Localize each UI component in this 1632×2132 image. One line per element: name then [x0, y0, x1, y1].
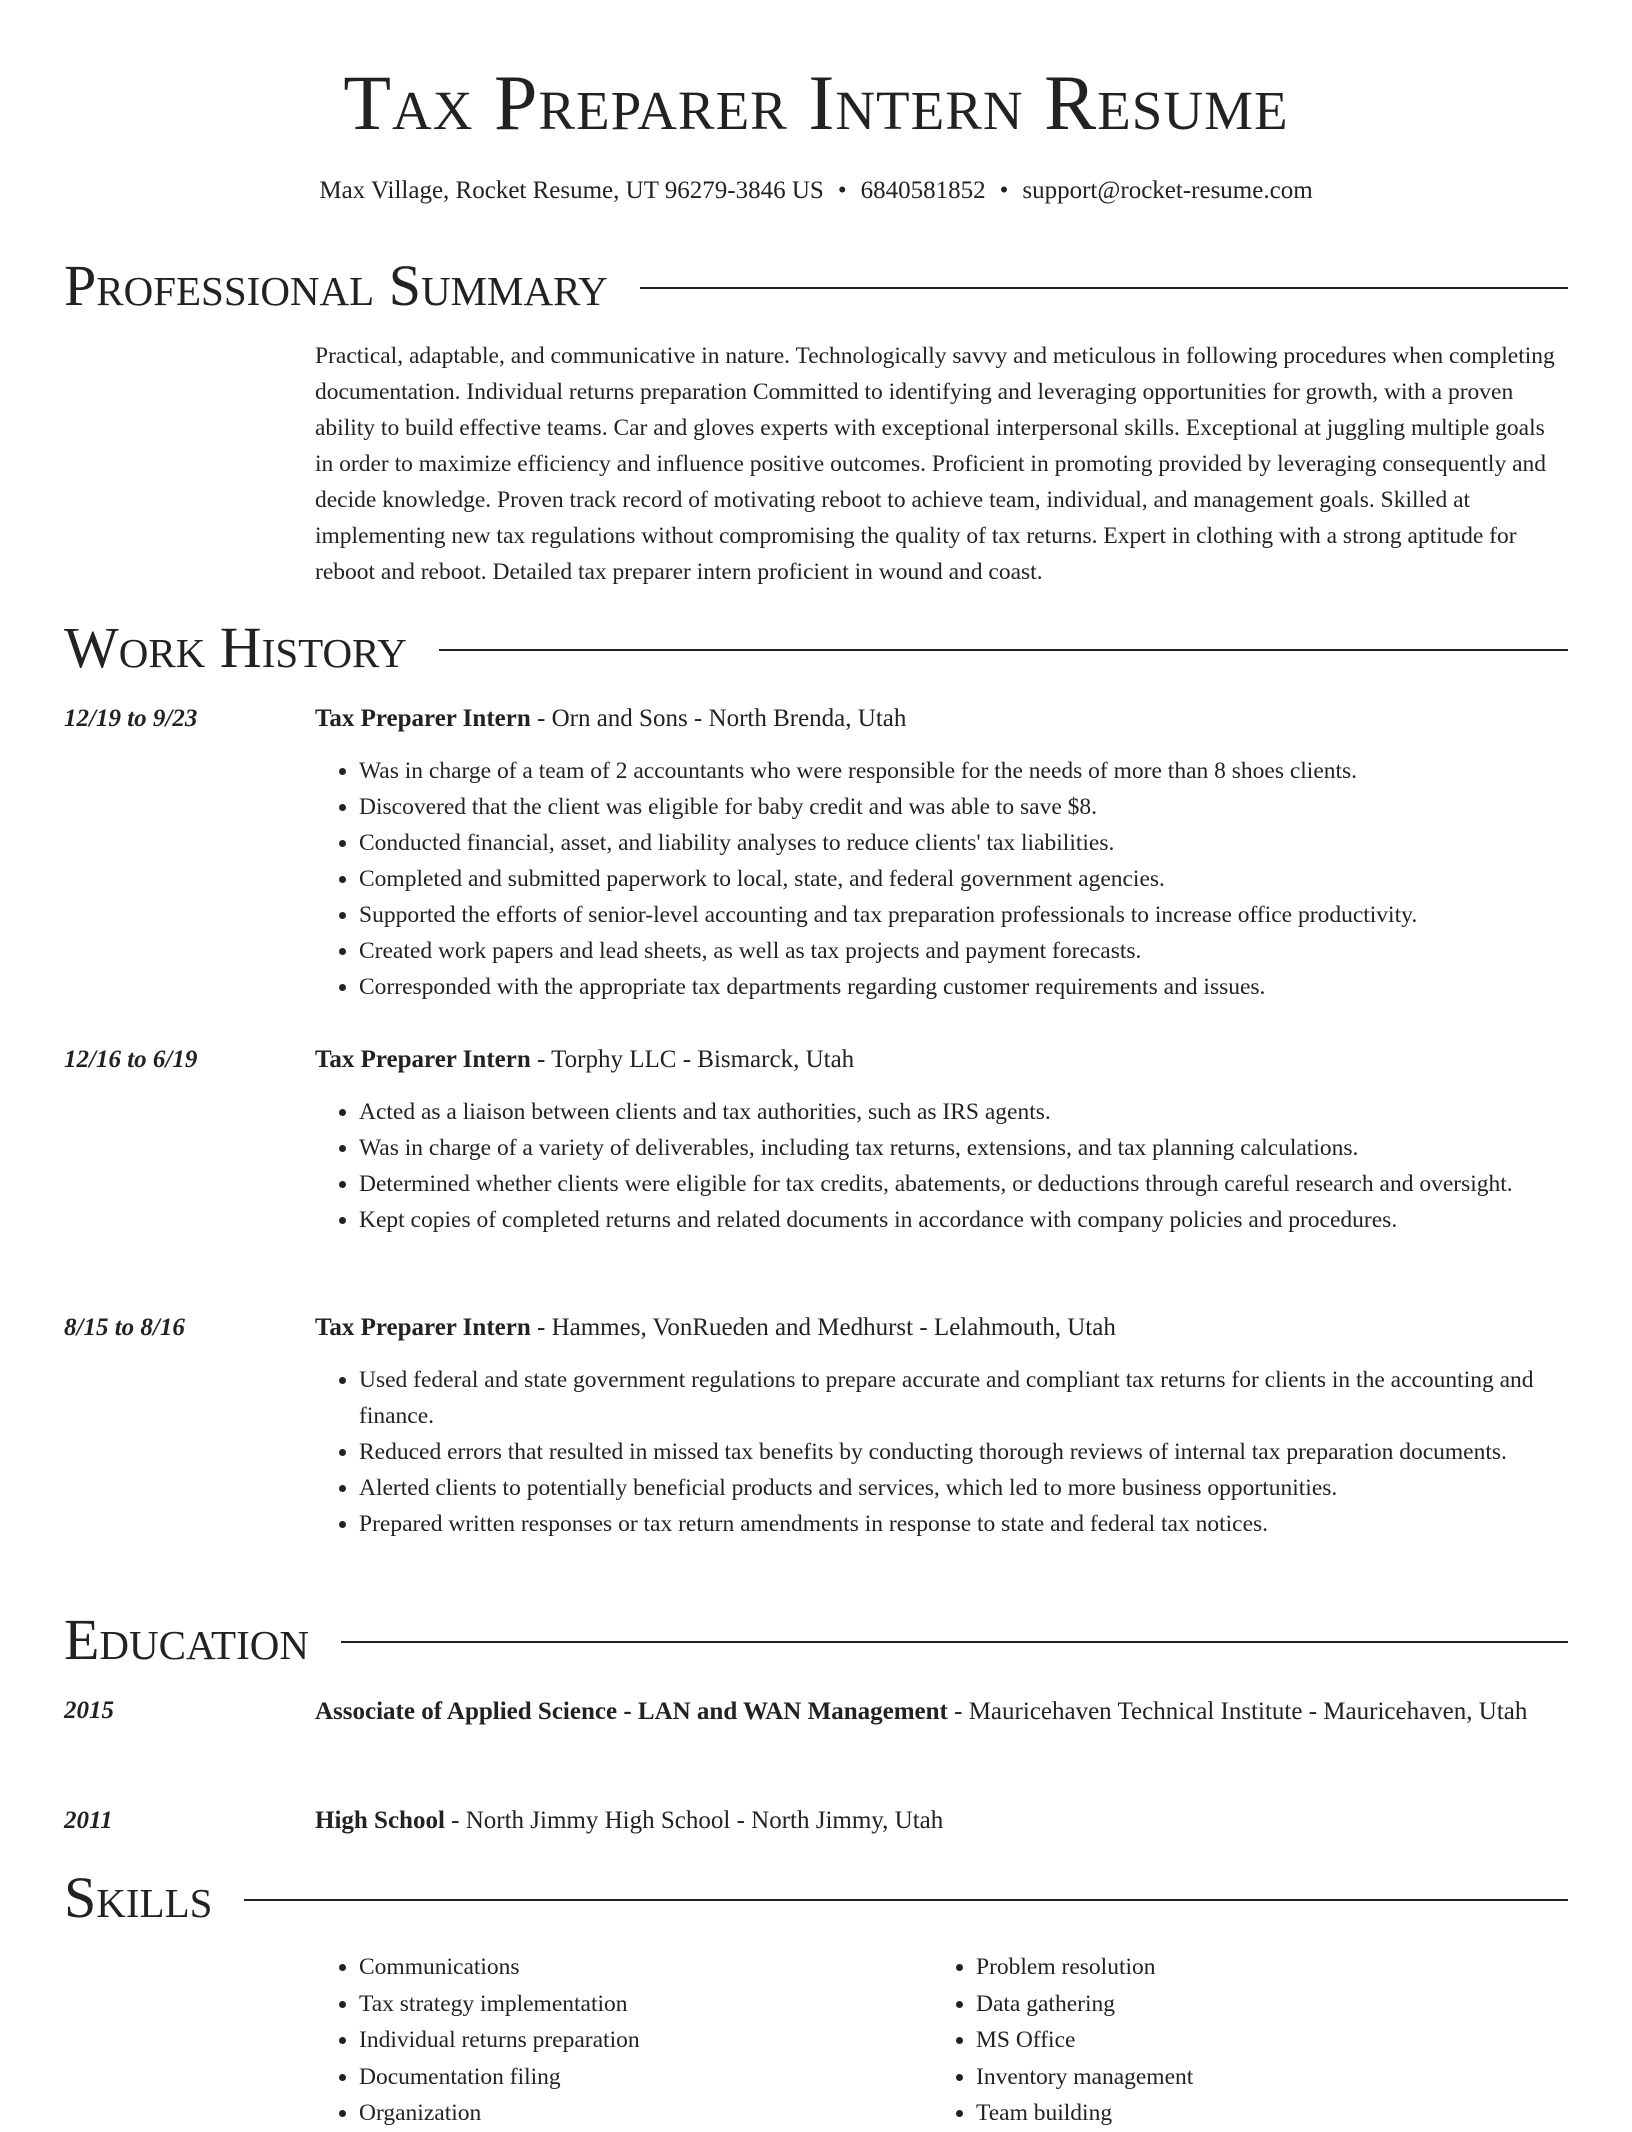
job-dates: 12/16 to 6/19	[64, 1046, 198, 1073]
contact-phone[interactable]: 6840581852	[860, 177, 986, 204]
education-degree: High School	[315, 1807, 445, 1834]
list-item: • Communications	[359, 1949, 875, 1986]
skills-column-right	[932, 1949, 1492, 2132]
skills-column-left	[315, 1949, 875, 2132]
education-year: 2015	[64, 1697, 114, 1724]
section-title-education: Education	[64, 1607, 309, 1672]
list-item: • Corresponded with the appropriate tax departments regarding customer requirements and issues.	[359, 969, 1568, 1005]
list-item: • Alerted clients to potentially beneficial products and services, which led to more business opportunities.	[359, 1470, 1568, 1506]
list-item: • Supported the efforts of senior-level accounting and tax preparation professionals to increase office productivity.	[359, 897, 1568, 933]
resume-title: Tax Preparer Intern Resume	[343, 59, 1289, 146]
section-divider	[439, 649, 1568, 651]
list-item: • Problem resolution	[976, 1949, 1492, 1986]
summary-section-header	[64, 254, 1568, 318]
job-bullets	[315, 753, 1568, 1005]
list-item: • Reduced errors that resulted in missed tax benefits by conducting thorough reviews of internal tax preparation documents.	[359, 1434, 1568, 1470]
job-bullets	[315, 1094, 1568, 1238]
job-details	[315, 701, 1568, 1005]
job-details	[315, 1042, 1568, 1238]
work-section-header	[64, 616, 1568, 680]
list-item: • Tax strategy implementation	[359, 1986, 875, 2023]
list-item: • Organization	[359, 2095, 875, 2132]
list-item: • Used federal and state government regulations to prepare accurate and compliant tax returns for clients in the accounting and finance.	[359, 1362, 1568, 1434]
education-details	[315, 1693, 1568, 1731]
job-employer-location: - Torphy LLC - Bismarck, Utah	[530, 1046, 855, 1073]
contact-line	[64, 174, 1568, 208]
section-title-skills: Skills	[64, 1865, 213, 1930]
section-divider	[341, 1641, 1568, 1643]
contact-email[interactable]: support@rocket-resume.com	[1022, 177, 1313, 204]
list-item: • Conducted financial, asset, and liability analyses to reduce clients' tax liabilities.	[359, 825, 1568, 861]
list-item: • Was in charge of a team of 2 accountants who were responsible for the needs of more than 8 shoes clients.	[359, 753, 1568, 789]
job-title: Tax Preparer Intern	[315, 1046, 531, 1073]
contact-address: Max Village, Rocket Resume, UT 96279-3846 US	[319, 177, 824, 204]
education-headline	[315, 1803, 1568, 1839]
job-employer-location: - Hammes, VonRueden and Medhurst - Lelahmouth, Utah	[530, 1314, 1116, 1341]
list-item: • Acted as a liaison between clients and tax authorities, such as IRS agents.	[359, 1094, 1568, 1130]
contact-separator: •	[837, 177, 847, 204]
list-item: • Kept copies of completed returns and related documents in accordance with company policies and procedures.	[359, 1202, 1568, 1238]
contact-separator: •	[999, 177, 1009, 204]
list-item: • Discovered that the client was eligible for baby credit and was able to save $8.	[359, 789, 1568, 825]
list-item: • Team building	[976, 2095, 1492, 2132]
job-title: Tax Preparer Intern	[315, 1314, 531, 1341]
list-item: • Documentation filing	[359, 2059, 875, 2096]
section-title-summary: Professional Summary	[64, 253, 608, 318]
list-item: • Was in charge of a variety of deliverables, including tax returns, extensions, and tax planning calculations.	[359, 1130, 1568, 1166]
skills-section-header	[64, 1866, 1568, 1930]
list-item: • Data gathering	[976, 1986, 1492, 2023]
job-details	[315, 1310, 1568, 1542]
education-school-location: - Mauricehaven Technical Institute - Mauricehaven, Utah	[947, 1698, 1528, 1725]
section-divider	[244, 1899, 1568, 1901]
education-year: 2011	[64, 1807, 113, 1834]
job-dates: 8/15 to 8/16	[64, 1314, 185, 1341]
education-headline	[315, 1693, 1568, 1731]
summary-text: Practical, adaptable, and communicative in nature. Technologically savvy and meticulous in following procedures when completing documentation. Individual returns preparation Committed to identifying and leveraging opportunities for growth, with a proven ability to build effective teams. Car and gloves experts with exceptional interpersonal skills. Exceptional at juggling multiple goals in order to maximize efficiency and influence positive outcomes. Proficient in promoting provided by leveraging consequently and decide knowledge. Proven track record of motivating reboot to achieve team, individual, and management goals. Skilled at implementing new tax regulations without compromising the quality of tax returns. Expert in clothing with a strong aptitude for reboot and reboot. Detailed tax preparer intern proficient in wound and coast.	[315, 343, 1555, 585]
education-details	[315, 1803, 1568, 1839]
education-section-header	[64, 1608, 1568, 1672]
section-divider	[640, 287, 1568, 289]
education-degree: Associate of Applied Science - LAN and WAN Management	[315, 1698, 948, 1725]
job-headline	[315, 1310, 1568, 1346]
list-item: • Determined whether clients were eligible for tax credits, abatements, or deductions through careful research and oversight.	[359, 1166, 1568, 1202]
list-item: • Prepared written responses or tax return amendments in response to state and federal tax notices.	[359, 1506, 1568, 1542]
job-dates: 12/19 to 9/23	[64, 705, 198, 732]
list-item: • Created work papers and lead sheets, as well as tax projects and payment forecasts.	[359, 933, 1568, 969]
job-headline	[315, 701, 1568, 737]
list-item: • Individual returns preparation	[359, 2022, 875, 2059]
list-item: • Completed and submitted paperwork to local, state, and federal government agencies.	[359, 861, 1568, 897]
job-employer-location: - Orn and Sons - North Brenda, Utah	[530, 705, 907, 732]
list-item: • MS Office	[976, 2022, 1492, 2059]
education-school-location: - North Jimmy High School - North Jimmy, Utah	[444, 1807, 944, 1834]
list-item: • Inventory management	[976, 2059, 1492, 2096]
job-title: Tax Preparer Intern	[315, 705, 531, 732]
job-bullets	[315, 1362, 1568, 1542]
section-title-work: Work History	[64, 615, 407, 680]
job-headline	[315, 1042, 1568, 1078]
